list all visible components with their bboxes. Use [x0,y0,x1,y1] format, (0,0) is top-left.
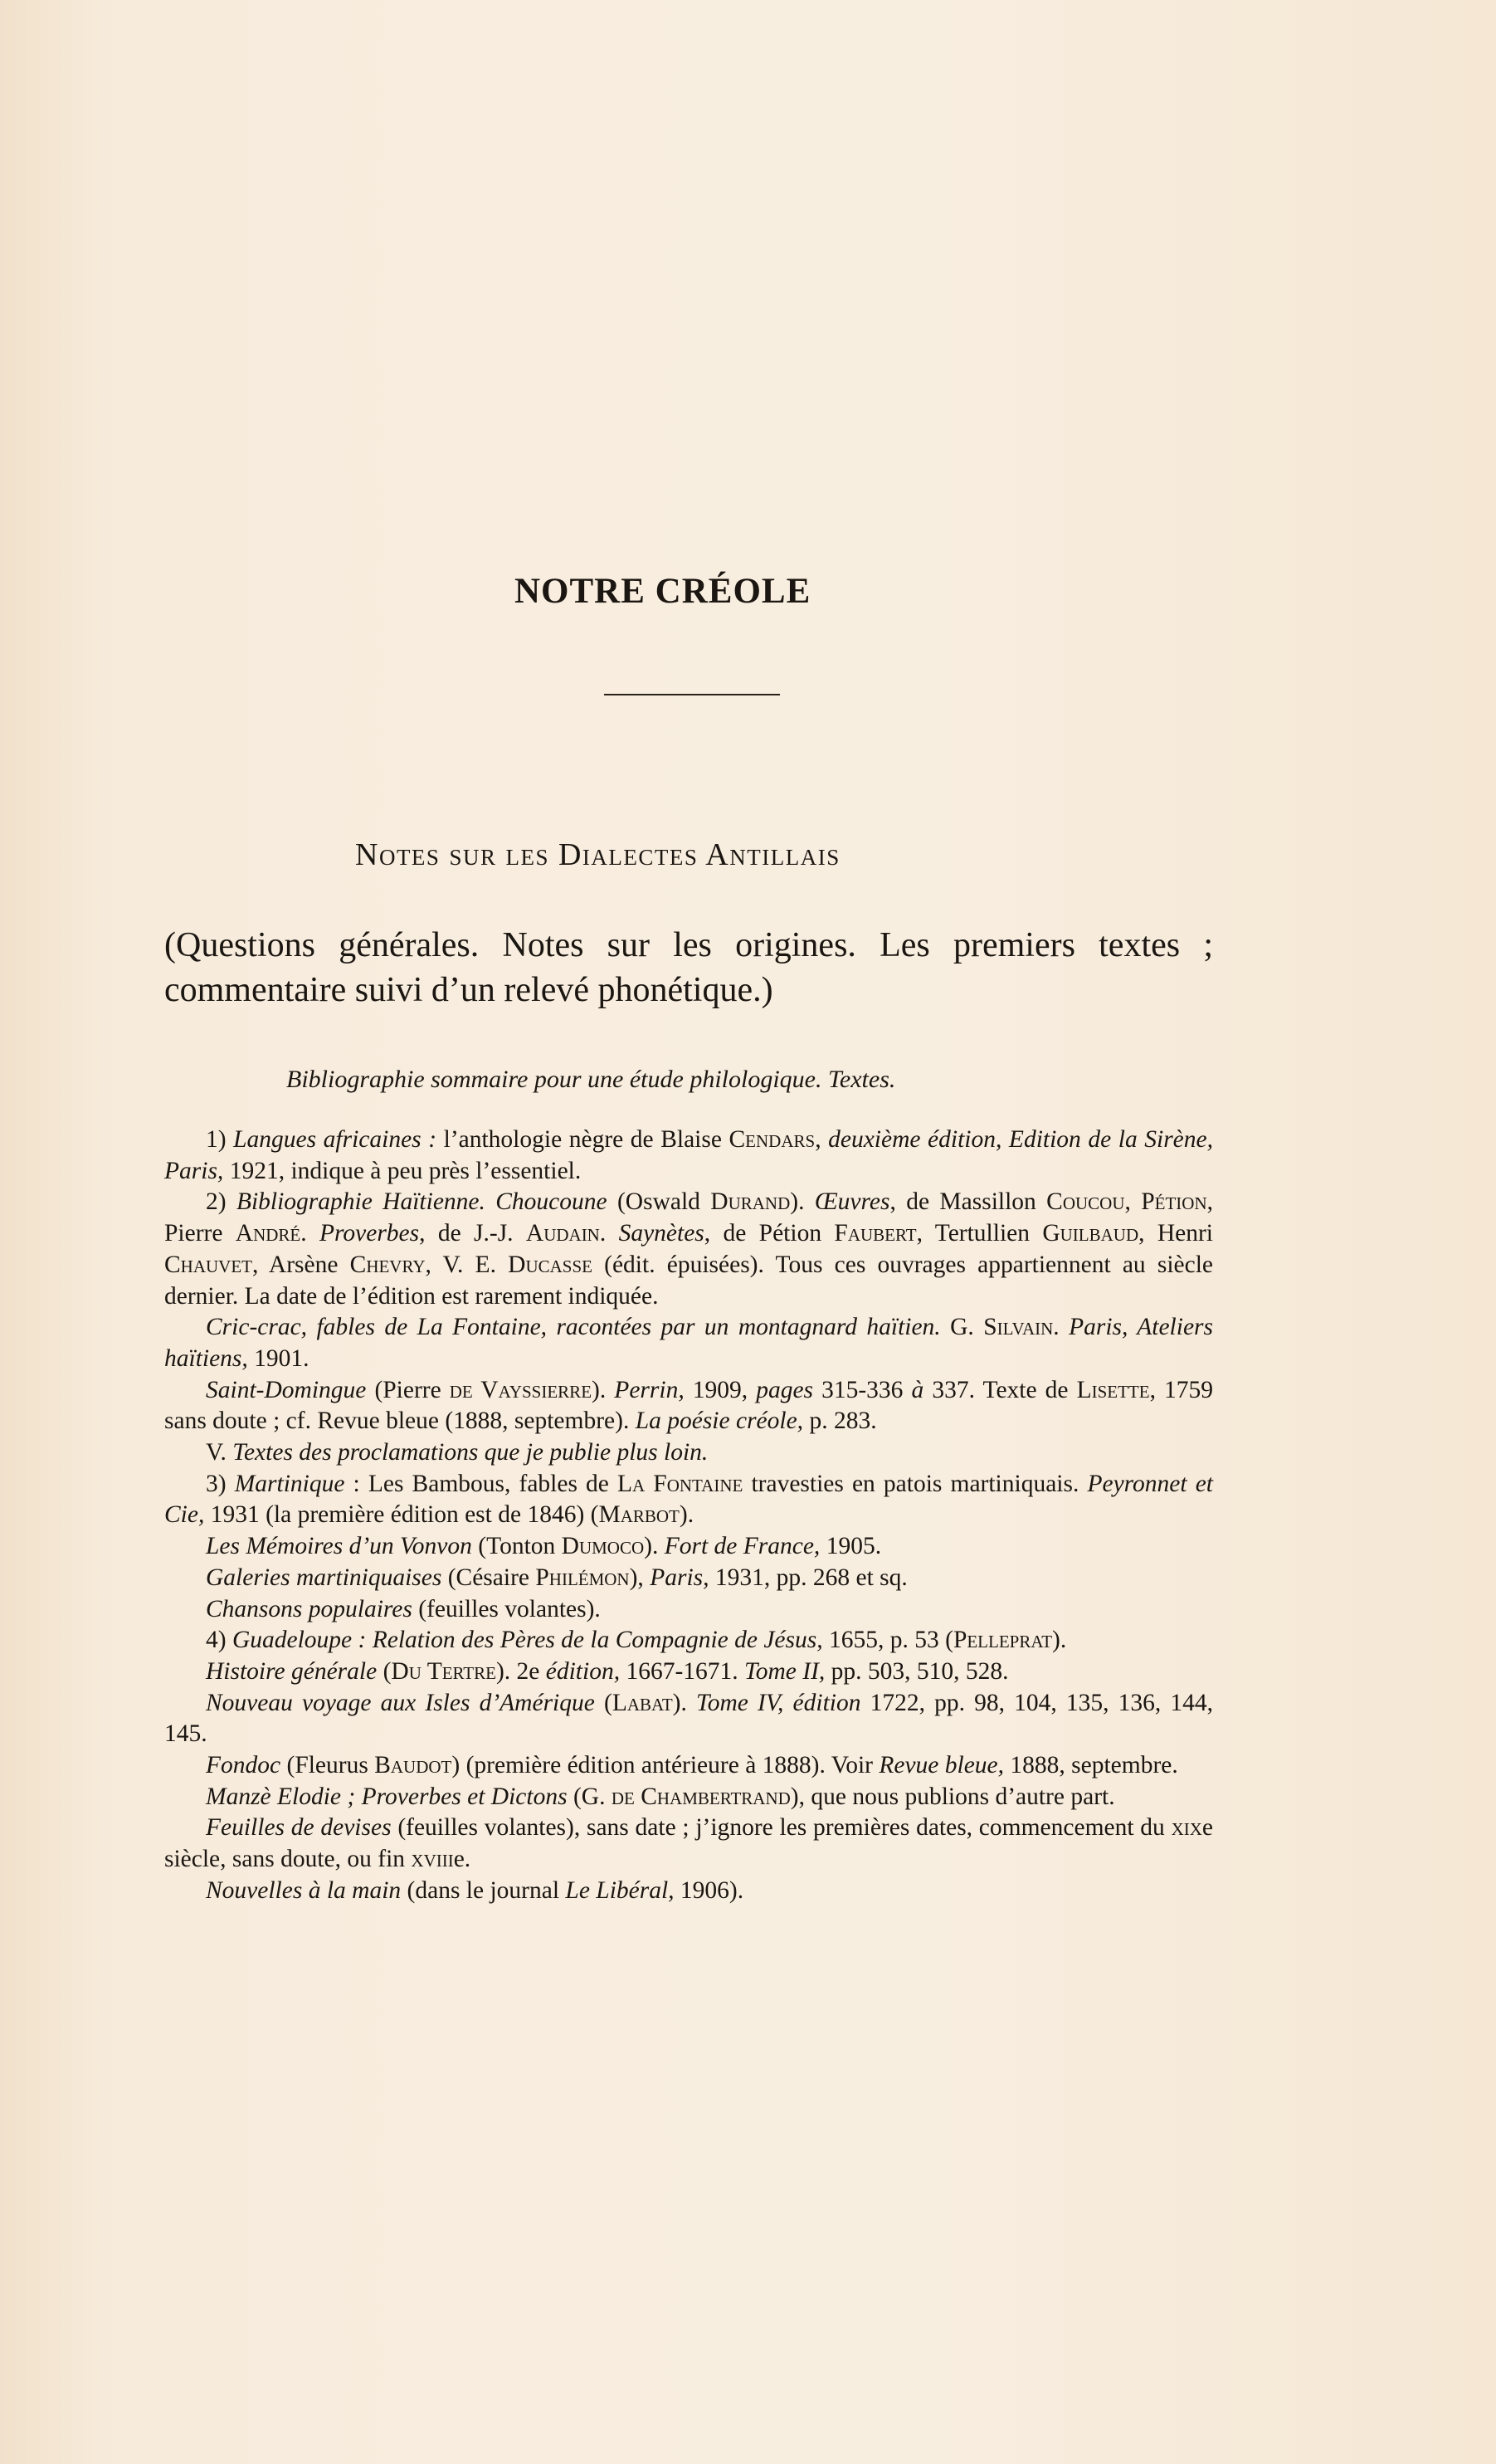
entry-text: Saynètes [618,1220,704,1247]
entry-text: , 1759 sans doute ; cf. Revue bleue (1888, septembre). [164,1376,1214,1435]
entry-text: , Tertullien [916,1220,1043,1247]
bibliography-entry [164,1437,1213,1469]
entry-text: (Pierre [366,1376,450,1403]
bibliography-entry [164,1782,1213,1813]
entry-text: (Tonton [471,1533,562,1560]
entry-text: (Fleurus [280,1752,375,1779]
entry-text: ). [644,1533,665,1560]
bibliography-entries [164,1125,1213,1907]
entry-text: Pétion [1141,1188,1207,1216]
entry-text: Perrin, [614,1376,685,1403]
entry-text: G. [940,1314,984,1341]
entry-text: , Pierre [164,1188,1214,1247]
entry-text: 1921, indique à peu près l’essentiel. [223,1157,582,1184]
article-subtitle: Notes sur les Dialectes Antillais [355,837,841,872]
entry-text: Philémon [535,1564,630,1591]
bibliography-entry [164,1750,1213,1782]
entry-text: Marbot [598,1501,680,1529]
entry-text: Chansons populaires [206,1595,412,1622]
entry-text: Textes des proclamations que je publie plus loin. [232,1439,709,1466]
entry-text: Galeries martiniquaises [206,1564,442,1591]
entry-text: Chevry [349,1251,426,1278]
bibliography-entry [164,1375,1213,1437]
entry-text: (dans le journal [401,1876,566,1904]
entry-text: , V. E. [425,1251,509,1278]
bibliography-entry [164,1625,1213,1656]
entry-text: xix [1171,1814,1202,1842]
entry-text: ). [679,1501,694,1529]
entry-text: La poésie créole, [635,1408,804,1435]
entry-text: Faubert [834,1220,917,1247]
entry-text: Pelleprat [953,1627,1053,1654]
entry-text: ). [1052,1627,1067,1654]
entry-text: Paris, Ateliers haïtiens, [164,1314,1213,1372]
bibliography-entry [164,1312,1213,1374]
entry-text: 1901. [247,1344,309,1372]
entry-text: 1931, pp. 268 et sq. [709,1564,908,1591]
entry-text: Fondoc [206,1752,281,1779]
entry-text: Tome IV, édition [696,1689,861,1716]
entry-text: Du Tertre [391,1657,496,1685]
entry-text: 1667-1671. [620,1657,745,1685]
bibliography-entry [164,1187,1213,1312]
bibliography-entry [164,1594,1213,1626]
entry-text: 2) [206,1188,236,1216]
entry-text: (édit. épuisées). Tous ces ouvrages appartiennent au siècle dernier. La date de l’édition est rarement indiquée. [164,1251,1214,1310]
entry-text: Guilbaud [1042,1220,1139,1247]
entry-text: 1) [206,1126,234,1153]
bibliography-entry [164,1813,1213,1875]
entry-text: e. [453,1846,471,1873]
entry-text: La Fontaine [617,1470,743,1497]
bibliography-entry [164,1656,1213,1688]
entry-text: Guadeloupe : Relation des Pères de la Compagnie de Jésus, [231,1627,823,1654]
entry-text: Feuilles de devises [206,1814,392,1842]
entry-text: ), que nous publions d’autre part. [790,1783,1115,1810]
entry-text: . [300,1220,319,1247]
entry-text: 4) [206,1627,232,1654]
entry-text: 337. Texte de [923,1376,1077,1403]
entry-text: e siècle, sans doute, ou fin [164,1814,1213,1873]
entry-text: Nouveau voyage aux Isles d’Amérique [206,1689,595,1716]
entry-text: Chauvet [164,1251,252,1278]
entry-text: ). [790,1188,815,1216]
entry-text: xviii [411,1846,454,1873]
entry-text: , Arsène [252,1251,350,1278]
entry-text: pages [756,1376,814,1403]
entry-text: Dumoco [561,1533,645,1560]
entry-text: (feuilles volantes). [412,1595,601,1622]
article-lead: (Questions générales. Notes sur les origines. Les premiers textes ; commentaire suivi d’un relevé phonétique.) [164,926,1213,1009]
entry-text: , de Pétion [704,1220,835,1247]
bibliography-entry [164,1876,1213,1907]
bibliography-entry [164,1125,1213,1187]
entry-text: Le Libéral, [565,1876,675,1904]
entry-text: Silvain [983,1314,1054,1341]
bibliography-heading: Bibliographie sommaire pour une étude philologique. Textes. [286,1066,896,1093]
entry-text: Labat [612,1689,673,1716]
entry-text: Cric-crac, fables de La Fontaine, racontées par un montagnard haïtien. [206,1314,941,1341]
entry-text: deuxième édition, Edition de la Sirène, Paris, [164,1126,1213,1184]
entry-text: (Oswald [607,1188,711,1216]
entry-text: 315-336 [813,1376,912,1403]
entry-text: 1888, septembre. [1004,1752,1178,1779]
entry-text: Histoire générale [206,1657,378,1685]
bibliography-entry [164,1531,1213,1563]
entry-text: ( [594,1689,612,1716]
entry-text: Cendars [729,1126,816,1153]
entry-text: 1909, [684,1376,757,1403]
bibliography-entry [164,1469,1213,1531]
entry-text: 1722, pp. 98, 104, 135, 136, 144, 145. [164,1689,1214,1748]
entry-text: ). [672,1689,697,1716]
entry-text: ( [377,1657,392,1685]
entry-text: ), [629,1564,651,1591]
entry-text: V. [206,1439,233,1466]
entry-text: , de Massillon [889,1188,1047,1216]
entry-text: Manzè Elodie ; Proverbes et Dictons [206,1783,568,1810]
entry-text: . [599,1220,619,1247]
entry-text: Audain [525,1220,600,1247]
entry-text: ) (première édition antérieure à 1888). Voir [451,1752,880,1779]
entry-text: : Les Bambous, fables de [344,1470,617,1497]
entry-text: , de J.-J. [419,1220,526,1247]
entry-text: 1931 (la première édition est de 1846) ( [204,1501,599,1529]
entry-text: ). [592,1376,615,1403]
bibliography-entry [164,1688,1213,1750]
entry-text: Coucou [1046,1188,1125,1216]
entry-text: à [911,1376,924,1403]
entry-text: , [1124,1188,1142,1216]
entry-text: 1655, p. 53 ( [822,1627,953,1654]
entry-text: Nouvelles à la main [206,1876,402,1904]
entry-text: pp. 503, 510, 528. [825,1657,1009,1685]
entry-text: André [235,1220,301,1247]
entry-text: Les Mémoires d’un Vonvon [206,1533,472,1560]
entry-text: Ducasse [508,1251,592,1278]
entry-text: . [1053,1314,1070,1341]
entry-text: Tome II, [744,1657,826,1685]
entry-text: Durand [710,1188,791,1216]
entry-text: Fort de France, [664,1533,821,1560]
entry-text: de Chambertrand [611,1783,791,1810]
entry-text: Langues africaines : [233,1126,437,1153]
entry-text: Peyronnet et Cie, [164,1470,1214,1529]
article-title: NOTRE CRÉOLE [514,572,811,611]
entry-text: ). 2e [495,1657,546,1685]
entry-text: Baudot [374,1752,452,1779]
entry-text: Bibliographie Haïtienne. Choucoune [236,1188,607,1216]
entry-text: (G. [567,1783,612,1810]
entry-text: Œuvres [814,1188,890,1216]
entry-text: 1906). [674,1876,744,1904]
entry-text: édition, [545,1657,621,1685]
entry-text: , Henri [1138,1220,1213,1247]
entry-text: Saint-Domingue [206,1376,367,1403]
entry-text: Proverbes [319,1220,420,1247]
entry-text: Lisette [1076,1376,1150,1403]
entry-text: (feuilles volantes), sans date ; j’ignore les premières dates, commencement du [391,1814,1172,1842]
entry-text: p. 283. [803,1408,877,1435]
entry-text: travesties en patois martiniquais. [743,1470,1088,1497]
entry-text: l’anthologie nègre de Blaise [436,1126,729,1153]
entry-text: 1905. [820,1533,882,1560]
entry-text: 3) [206,1470,235,1497]
title-rule [604,694,780,695]
entry-text: Martinique [234,1470,345,1497]
entry-text: , [815,1126,829,1153]
bibliography-entry [164,1563,1213,1594]
entry-text: Paris, [650,1564,709,1591]
entry-text: Revue bleue, [879,1752,1005,1779]
entry-text: de Vayssierre [449,1376,592,1403]
entry-text: (Césaire [441,1564,536,1591]
